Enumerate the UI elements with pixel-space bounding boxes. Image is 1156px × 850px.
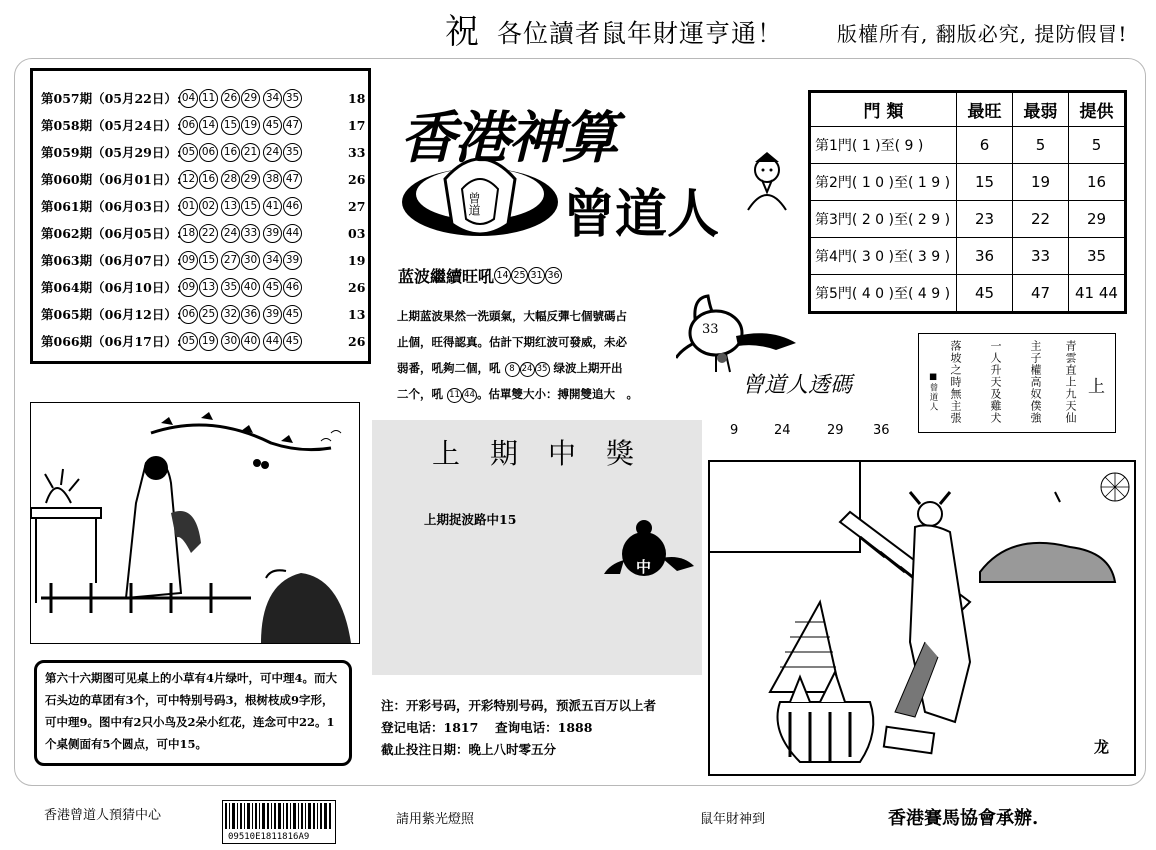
draw-ball: 39 xyxy=(263,305,282,324)
door-provide: 29 xyxy=(1069,201,1126,238)
para-line: 上期蓝波果然一洗頭氣，大幅反彈七個號碼占 xyxy=(397,309,627,323)
tooma-title: 曾道人透碼 xyxy=(742,373,853,398)
draw-row xyxy=(41,193,366,219)
draw-ball: 15 xyxy=(241,197,260,216)
draw-ball: 25 xyxy=(199,305,218,324)
door-label: 第2門( 1 0 )至( 1 9 ) xyxy=(810,164,957,201)
draw-ball: 30 xyxy=(241,251,260,270)
draw-row xyxy=(41,328,366,354)
draw-ball: 35 xyxy=(283,143,302,162)
door-max: 45 xyxy=(957,275,1013,313)
para-line xyxy=(397,381,697,407)
draw-ball: 45 xyxy=(263,116,282,135)
draw-ball: 34 xyxy=(263,251,282,270)
draw-special: 17 xyxy=(348,117,366,133)
draw-label: 第063期（06月07日）: xyxy=(41,253,182,268)
para-ball: 8 xyxy=(505,362,520,377)
draw-ball: 32 xyxy=(221,305,240,324)
draw-ball: 45 xyxy=(283,305,302,324)
door-max: 36 xyxy=(957,238,1013,275)
poem-line: 主子權高奴僕強 xyxy=(1029,340,1042,424)
footer-center: 香港曾道人預猜中心 xyxy=(44,808,162,823)
draw-numbers xyxy=(179,197,302,216)
past-draws-table xyxy=(30,68,371,364)
draw-ball: 24 xyxy=(221,224,240,243)
draw-ball: 06 xyxy=(199,143,218,162)
para-line: 止個，旺得認真。估計下期红波可發威，未必 xyxy=(397,335,627,349)
draw-numbers xyxy=(179,89,302,108)
door-min: 19 xyxy=(1013,164,1069,201)
draw-ball: 21 xyxy=(241,143,260,162)
draw-row xyxy=(41,301,366,327)
draw-ball: 24 xyxy=(263,143,282,162)
draw-ball: 29 xyxy=(241,89,260,108)
draw-ball: 45 xyxy=(283,332,302,351)
notes-line: 注：开彩号码，开彩特别号码，预派五百万以上者 xyxy=(381,698,657,713)
draw-ball: 15 xyxy=(199,251,218,270)
blue-wave-ball: 25 xyxy=(511,267,528,284)
title-name: 曾道人 xyxy=(563,184,720,245)
draw-ball: 41 xyxy=(263,197,282,216)
para-text: 弱番，吼夠二個，吼 xyxy=(397,361,501,375)
draw-ball: 38 xyxy=(263,170,282,189)
draw-ball: 36 xyxy=(241,305,260,324)
draw-ball: 06 xyxy=(179,305,198,324)
draw-ball: 14 xyxy=(199,116,218,135)
tooma-number: 24 xyxy=(774,423,791,438)
door-min: 5 xyxy=(1013,127,1069,164)
draw-numbers xyxy=(179,278,302,297)
barcode-icon xyxy=(223,801,335,831)
door-min: 47 xyxy=(1013,275,1069,313)
draw-special: 26 xyxy=(348,333,366,349)
door-header-provide: 提供 xyxy=(1069,92,1126,127)
tooma-number: 29 xyxy=(827,423,844,438)
para-ball: 44 xyxy=(462,388,477,403)
draw-row xyxy=(41,85,366,111)
mid-mascot-char: 中 xyxy=(636,558,652,576)
draw-special: 18 xyxy=(348,90,366,106)
door-min: 33 xyxy=(1013,238,1069,275)
poem-shang: 上 xyxy=(1088,377,1105,397)
para-line xyxy=(397,355,697,381)
draw-ball: 18 xyxy=(179,224,198,243)
draw-ball: 02 xyxy=(199,197,218,216)
door-row xyxy=(810,127,1126,164)
draw-ball: 46 xyxy=(283,197,302,216)
door-row xyxy=(810,164,1126,201)
draw-label: 第065期（06月12日）: xyxy=(41,307,182,322)
draw-special: 19 xyxy=(348,252,366,268)
draw-label: 第064期（06月10日）: xyxy=(41,280,182,295)
draw-ball: 39 xyxy=(263,224,282,243)
door-provide: 5 xyxy=(1069,127,1126,164)
draw-row xyxy=(41,139,366,165)
notes-line: 截止投注日期：晚上八时零五分 xyxy=(381,742,557,757)
draw-label: 第066期（06月17日）: xyxy=(41,334,182,349)
rooster-mascot-icon xyxy=(676,288,816,378)
door-max: 6 xyxy=(957,127,1013,164)
door-max: 23 xyxy=(957,201,1013,238)
draw-label: 第060期（06月01日）: xyxy=(41,172,182,187)
door-table xyxy=(808,90,1127,314)
door-provide: 16 xyxy=(1069,164,1126,201)
draw-ball: 35 xyxy=(283,89,302,108)
door-provide: 35 xyxy=(1069,238,1126,275)
draw-numbers xyxy=(179,224,302,243)
door-min: 22 xyxy=(1013,201,1069,238)
draw-label: 第061期（06月03日）: xyxy=(41,199,182,214)
blue-wave-ball: 14 xyxy=(494,267,511,284)
poem-line: 落坡之時無主張 xyxy=(949,340,962,424)
draw-ball: 40 xyxy=(241,278,260,297)
para-ball: 35 xyxy=(535,362,550,377)
title-badge: 曾道 xyxy=(467,192,481,216)
right-image-signature: 龙 xyxy=(1094,738,1110,756)
draw-ball: 15 xyxy=(221,116,240,135)
draw-ball: 12 xyxy=(179,170,198,189)
draw-ball: 44 xyxy=(263,332,282,351)
draw-row xyxy=(41,220,366,246)
draw-ball: 40 xyxy=(241,332,260,351)
draw-ball: 05 xyxy=(179,143,198,162)
blue-wave-ball: 36 xyxy=(545,267,562,284)
draw-numbers xyxy=(179,305,302,324)
footer-hkjc: 香港賽馬協會承辦. xyxy=(888,808,1039,829)
poem-line: 一人升天及雞犬 xyxy=(989,340,1002,424)
draw-ball: 44 xyxy=(283,224,302,243)
draw-ball: 16 xyxy=(199,170,218,189)
tooma-number: 9 xyxy=(730,423,739,438)
sage-avatar-icon xyxy=(742,150,792,212)
door-header-max: 最旺 xyxy=(957,92,1013,127)
door-row xyxy=(810,201,1126,238)
para-ball: 11 xyxy=(447,388,462,403)
banner-zhu: 祝 xyxy=(445,12,479,52)
mascot-eyes: 33 xyxy=(702,322,719,337)
banner-greeting: 各位讀者鼠年財運亨通！ xyxy=(497,19,784,48)
door-max: 15 xyxy=(957,164,1013,201)
draw-ball: 04 xyxy=(179,89,198,108)
draw-special: 03 xyxy=(348,225,366,241)
draw-ball: 09 xyxy=(179,278,198,297)
draw-numbers xyxy=(179,143,302,162)
draw-row xyxy=(41,247,366,273)
scroll-reader-illustration xyxy=(708,460,1136,776)
draw-ball: 35 xyxy=(221,278,240,297)
title-main: 香港神算 xyxy=(400,105,616,171)
draw-ball: 46 xyxy=(283,278,302,297)
draw-ball: 19 xyxy=(199,332,218,351)
draw-ball: 29 xyxy=(241,170,260,189)
poem-box xyxy=(918,333,1116,433)
draw-ball: 01 xyxy=(179,197,198,216)
banner-copyright: 版權所有, 翻版必究, 提防假冒! xyxy=(837,22,1128,46)
footer-rat: 鼠年財神到 xyxy=(700,812,766,827)
door-header-category: 門 類 xyxy=(810,92,957,127)
hint-box: 第六十六期图可见桌上的小草有4片绿叶，可中理4。而大石头边的草团有3个，可中特别号码3，根树枝成9字形，可中理9。图中有2只小鸟及2朵小红花，连念可中22。1个桌侧面有5个圆点，可中15。 xyxy=(34,660,352,766)
draw-ball: 26 xyxy=(221,89,240,108)
poem-author: ■曾道人 xyxy=(928,372,938,412)
door-label: 第4門( 3 0 )至( 3 9 ) xyxy=(810,238,957,275)
draw-special: 33 xyxy=(348,144,366,160)
draw-numbers xyxy=(179,251,302,270)
draw-ball: 45 xyxy=(263,278,282,297)
draw-ball: 34 xyxy=(263,89,282,108)
para-text: 。估單雙大小：搏開雙追大 。 xyxy=(477,387,639,401)
draw-label: 第058期（05月24日）: xyxy=(41,118,182,133)
draw-ball: 30 xyxy=(221,332,240,351)
last-win-subtitle: 上期捉波路中15 xyxy=(424,512,517,527)
draw-ball: 05 xyxy=(179,332,198,351)
barcode-number: 09510E1811816A9 xyxy=(228,832,310,842)
footer-uv: 請用紫光燈照 xyxy=(396,812,475,827)
prediction-paragraph xyxy=(397,303,697,407)
notes xyxy=(381,695,656,761)
draw-numbers xyxy=(179,170,302,189)
draw-ball: 16 xyxy=(221,143,240,162)
draw-row xyxy=(41,112,366,138)
draw-special: 26 xyxy=(348,279,366,295)
draw-ball: 27 xyxy=(221,251,240,270)
draw-special: 27 xyxy=(348,198,366,214)
draw-ball: 47 xyxy=(283,116,302,135)
para-ball: 24 xyxy=(520,362,535,377)
draw-ball: 39 xyxy=(283,251,302,270)
blue-wave-line xyxy=(398,264,562,287)
draw-ball: 11 xyxy=(199,89,218,108)
draw-ball: 06 xyxy=(179,116,198,135)
draw-row xyxy=(41,166,366,192)
door-provide: 41 44 xyxy=(1069,275,1126,313)
blue-wave-ball: 31 xyxy=(528,267,545,284)
draw-label: 第059期（05月29日）: xyxy=(41,145,182,160)
tooma-number: 36 xyxy=(873,423,890,438)
draw-ball: 28 xyxy=(221,170,240,189)
door-row xyxy=(810,238,1126,275)
draw-ball: 13 xyxy=(221,197,240,216)
draw-numbers xyxy=(179,116,302,135)
para-text: 绿波上期开出 xyxy=(553,361,623,375)
draw-row xyxy=(41,274,366,300)
para-text: 二个，吼 xyxy=(397,387,443,401)
door-label: 第3門( 2 0 )至( 2 9 ) xyxy=(810,201,957,238)
door-label: 第5門( 4 0 )至( 4 9 ) xyxy=(810,275,957,313)
draw-ball: 47 xyxy=(283,170,302,189)
door-header-min: 最弱 xyxy=(1013,92,1069,127)
door-row xyxy=(810,275,1126,313)
draw-special: 26 xyxy=(348,171,366,187)
draw-ball: 13 xyxy=(199,278,218,297)
draw-ball: 22 xyxy=(199,224,218,243)
door-label: 第1門( 1 )至( 9 ) xyxy=(810,127,957,164)
draw-ball: 19 xyxy=(241,116,260,135)
draw-special: 13 xyxy=(348,306,366,322)
last-win-title: 上期中獎 xyxy=(432,437,665,470)
poem-line: 青雲直上九天仙 xyxy=(1064,340,1077,424)
blue-wave-text: 蓝波繼續旺吼 xyxy=(398,267,495,286)
draw-label: 第057期（05月22日）: xyxy=(41,91,182,106)
draw-ball: 09 xyxy=(179,251,198,270)
notes-line: 登记电话：1817 查询电话：1888 xyxy=(381,720,593,735)
draw-numbers xyxy=(179,332,302,351)
draw-ball: 33 xyxy=(241,224,260,243)
lady-garden-illustration xyxy=(30,402,360,644)
draw-label: 第062期（06月05日）: xyxy=(41,226,182,241)
